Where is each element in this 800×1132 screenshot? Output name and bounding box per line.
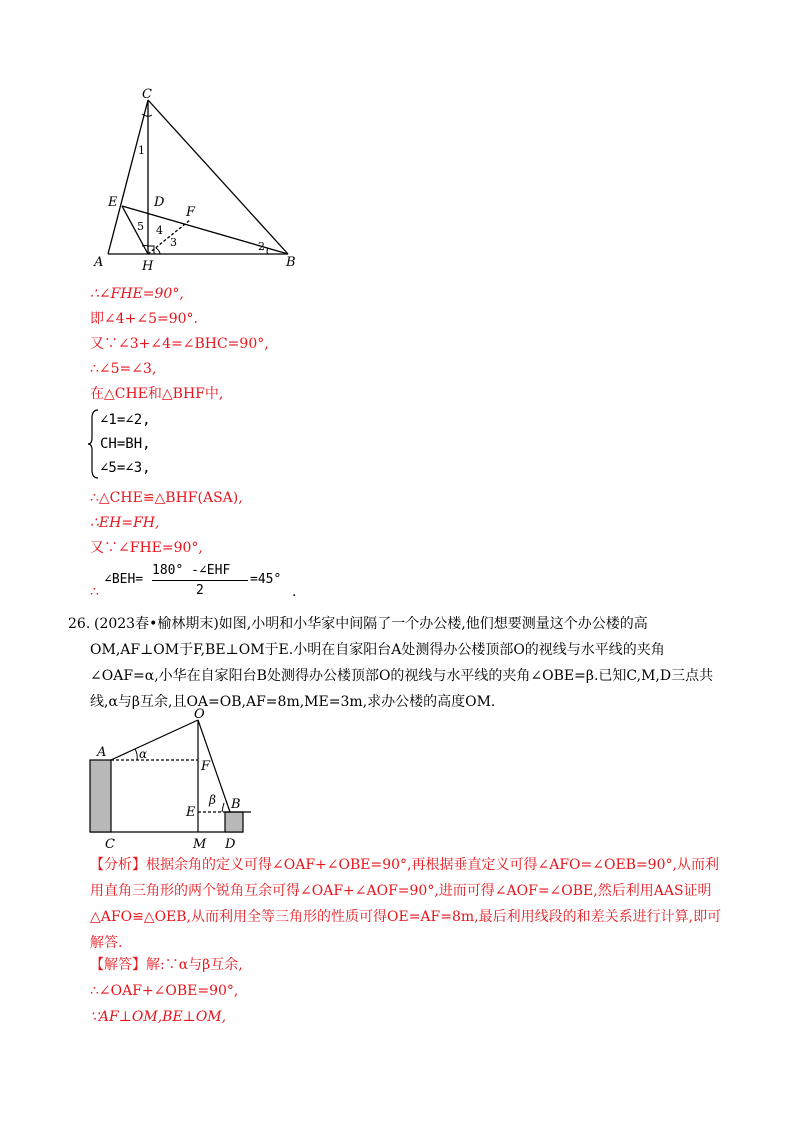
system-line-3: ∠5=∠3, (100, 460, 151, 476)
answer-line-3: ∵AF⊥OM,BE⊥OM, (90, 1009, 227, 1025)
problem-text: (2023春•榆林期末)如图,小明和小华家中间隔了一个办公楼,他们想要测量这个办公楼的高OM,AF⊥OM于F,BE⊥OM于E.小明在自家阳台A处测得办公楼顶部O的视线与水平线的夹角∠OAF=α,小华在自家阳台B处测得办公楼顶部O的视线与水平线的夹角∠OBE=β.已知C,M,D三点共线,α与β互余,且OA=OB,AF=8m,ME=3m,求办公楼的高度OM. (90, 616, 714, 710)
label-a: A (94, 255, 104, 270)
label-angle-4: 4 (156, 224, 163, 237)
final-prefix: ∴ (90, 584, 99, 600)
proof-line-6: ∴△CHE≌△BHF(ASA), (90, 490, 243, 506)
system-line-1: ∠1=∠2, (100, 412, 151, 428)
proof-line-8: 又∵∠FHE=90°, (90, 540, 203, 556)
proof-line-4: ∴∠5=∠3, (90, 361, 157, 377)
label-angle-1: 1 (138, 144, 145, 157)
fraction-bar (152, 580, 248, 581)
segment-cb (148, 100, 288, 254)
label-c: C (142, 88, 152, 102)
label-o: O (194, 708, 205, 722)
final-dot: . (292, 584, 297, 600)
label-alpha: α (139, 747, 148, 761)
label-b: B (286, 255, 296, 270)
final-rhs: =45° (250, 572, 282, 587)
answer-line-1: 【解答】解:∵α与β互余, (90, 957, 243, 973)
label-a2: A (97, 745, 107, 760)
label-angle-5: 5 (137, 220, 144, 233)
label-d2: D (225, 837, 236, 852)
label-m: M (193, 837, 207, 852)
label-d: D (154, 195, 165, 210)
proof-line-5: 在△CHE和△BHF中, (90, 386, 224, 402)
label-e2: E (186, 805, 196, 820)
proof-line-3: 又∵∠3+∠4=∠BHC=90°, (90, 336, 269, 352)
segment-oa (111, 720, 198, 760)
label-e: E (108, 195, 118, 210)
label-angle-3: 3 (170, 236, 177, 249)
label-c2: C (105, 837, 115, 852)
label-h: H (142, 259, 154, 273)
answer-line-2: ∴∠OAF+∠OBE=90°, (90, 983, 239, 999)
proof-line-1: ∴∠FHE=90°, (90, 286, 184, 302)
figure-buildings (85, 708, 275, 852)
label-angle-2: 2 (258, 240, 265, 253)
final-numerator: 180° -∠EHF (152, 563, 231, 578)
problem-number: 26. (68, 616, 91, 632)
system-brace (88, 408, 100, 480)
label-beta: β (209, 793, 216, 807)
proof-line-7: ∴EH=FH, (90, 515, 160, 531)
figure-triangle (90, 88, 310, 273)
building-b (225, 812, 243, 832)
label-b2: B (231, 797, 241, 812)
system-line-2: CH=BH, (100, 436, 151, 452)
final-lhs: ∠BEH= (104, 572, 144, 587)
label-f2: F (201, 759, 211, 774)
proof-line-2: 即∠4+∠5=90°. (90, 311, 199, 327)
segment-eh (122, 206, 148, 254)
building-a (90, 760, 111, 832)
final-denominator: 2 (196, 583, 204, 598)
analysis-text: 【分析】根据余角的定义可得∠OAF+∠OBE=90°,再根据垂直定义可得∠AFO=∠OEB=90°,从而利用直角三角形的两个锐角互余可得∠OAF+∠AOF=90°,进而可得∠AOF=∠OBE,然后利用AAS证明△AFO≌△OEB,从而利用全等三角形的性质可得OE=AF=8m,最后利用线段的和差关系进行计算,即可解答. (90, 857, 722, 951)
label-f: F (186, 205, 196, 220)
